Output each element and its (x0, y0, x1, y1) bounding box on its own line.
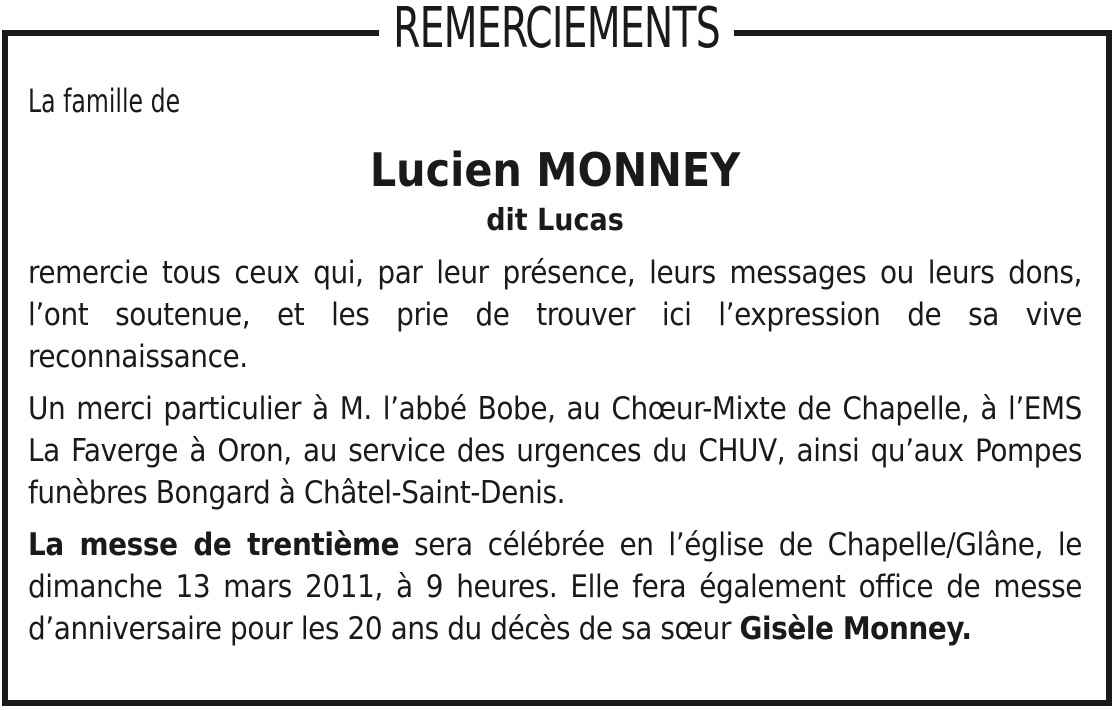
sister-name: Gisèle Monney. (739, 611, 972, 647)
mass-details: sera célébrée en l’église de Chapelle/Glâne, le dimanche 13 mars 2011, à 9 heures. Elle fera également office de messe d’anniversaire pour les 20 ans du décès de sa sœur (28, 527, 1082, 647)
special-thanks-paragraph: Un merci particulier à M. l’abbé Bobe, au Chœur-Mixte de Chapelle, à l’EMS La Faverge à Oron, au service des urgences du CHUV, ainsi qu’aux Pompes funèbres Bongard à Châtel-Saint-Denis. (28, 391, 1082, 511)
heading-title: REMERCIEMENTS (379, 0, 734, 62)
deceased-alias: dit Lucas (486, 203, 624, 238)
notice-body (28, 80, 1082, 660)
mass-title: La messe de trentième (28, 527, 400, 563)
thanks-paragraph: remercie tous ceux qui, par leur présence, leurs messages ou leurs dons, l’ont soutenue, et les prie de trouver ici l’expression de sa vive reconnaissance. (28, 255, 1082, 375)
deceased-name: Lucien MONNEY (369, 143, 741, 197)
intro-text: La famille de (28, 82, 181, 120)
mass-paragraph (28, 524, 1082, 650)
notice-heading (0, 0, 1112, 62)
